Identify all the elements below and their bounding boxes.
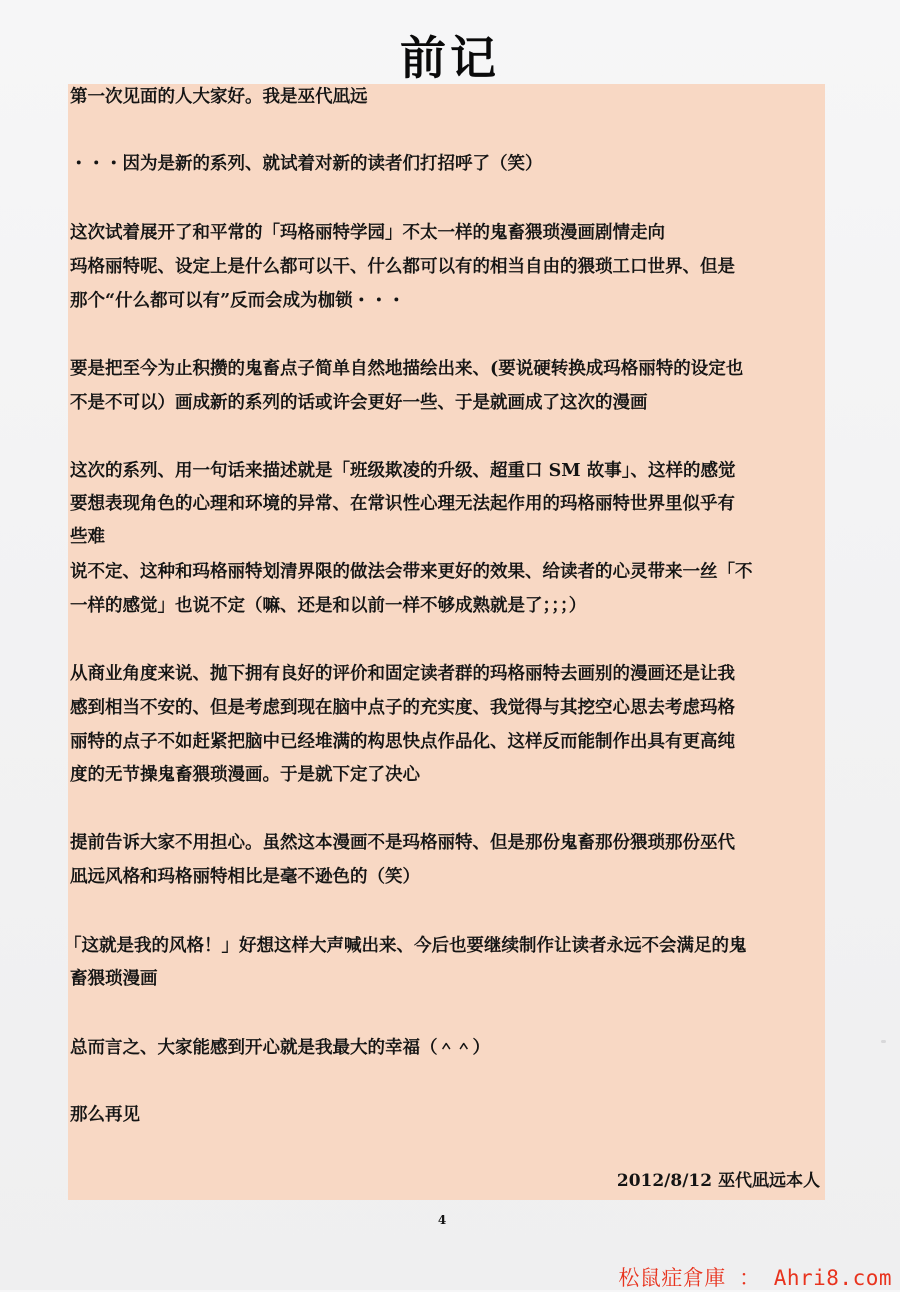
text-line: 些难 bbox=[70, 527, 105, 547]
text-line: 玛格丽特呢、设定上是什么都可以干、什么都可以有的相当自由的猥琐工口世界、但是 bbox=[70, 257, 735, 277]
text-line: 那个“什么都可以有”反而会成为枷锁・・・ bbox=[70, 291, 406, 311]
text-line: ・・・因为是新的系列、就试着对新的读者们打招呼了（笑） bbox=[70, 154, 543, 174]
text-line: 度的无节操鬼畜猥琐漫画。于是就下定了决心 bbox=[70, 765, 420, 785]
text-line: 要想表现角色的心理和环境的异常、在常识性心理无法起作用的玛格丽特世界里似乎有 bbox=[70, 494, 735, 514]
text-line: 说不定、这种和玛格丽特划清界限的做法会带来更好的效果、给读者的心灵带来一丝「不 bbox=[70, 562, 753, 582]
text-line: 这次试着展开了和平常的「玛格丽特学园」不太一样的鬼畜猥琐漫画剧情走向 bbox=[70, 223, 665, 243]
text-line: 不是不可以）画成新的系列的话或许会更好一些、于是就画成了这次的漫画 bbox=[70, 393, 648, 413]
text-line: 「这就是我的风格！」好想这样大声喊出来、今后也要继续制作让读者永远不会满足的鬼 bbox=[64, 936, 747, 956]
text-line: 这次的系列、用一句话来描述就是「班级欺凌的升级、超重口 SM 故事」、这样的感觉 bbox=[70, 461, 736, 481]
page-title: 前记 bbox=[400, 31, 500, 85]
text-line: 丽特的点子不如赶紧把脑中已经堆满的构思快点作品化、这样反而能制作出具有更高纯 bbox=[70, 732, 735, 752]
text-line: 要是把至今为止积攒的鬼畜点子简单自然地描绘出来、(要说硬转换成玛格丽特的设定也 bbox=[70, 359, 744, 379]
text-line: 凪远风格和玛格丽特相比是毫不逊色的（笑） bbox=[70, 867, 420, 887]
text-line: 感到相当不安的、但是考虑到现在脑中点子的充实度、我觉得与其挖空心思去考虑玛格 bbox=[70, 698, 735, 718]
text-line: 第一次见面的人大家好。我是巫代凪远 bbox=[70, 87, 368, 107]
text-line: 从商业角度来说、抛下拥有良好的评价和固定读者群的玛格丽特去画别的漫画还是让我 bbox=[70, 664, 735, 684]
text-line: 那么再见 bbox=[70, 1105, 140, 1125]
page-number: 4 bbox=[437, 1213, 447, 1227]
paper-speck bbox=[881, 1040, 886, 1043]
text-line: 一样的感觉」也说不定（嘛、还是和以前一样不够成熟就是了；；；） bbox=[70, 596, 587, 616]
text-line: 提前告诉大家不用担心。虽然这本漫画不是玛格丽特、但是那份鬼畜那份猥琐那份巫代 bbox=[70, 833, 735, 853]
watermark: 松鼠症倉庫 ： Ahri8.com bbox=[618, 1266, 892, 1290]
text-line: 总而言之、大家能感到开心就是我最大的幸福（＾＾） bbox=[70, 1038, 490, 1058]
signature: 2012/8/12 巫代凪远本人 bbox=[616, 1171, 820, 1191]
text-line: 畜猥琐漫画 bbox=[70, 969, 158, 989]
text-background-panel bbox=[68, 84, 825, 1200]
